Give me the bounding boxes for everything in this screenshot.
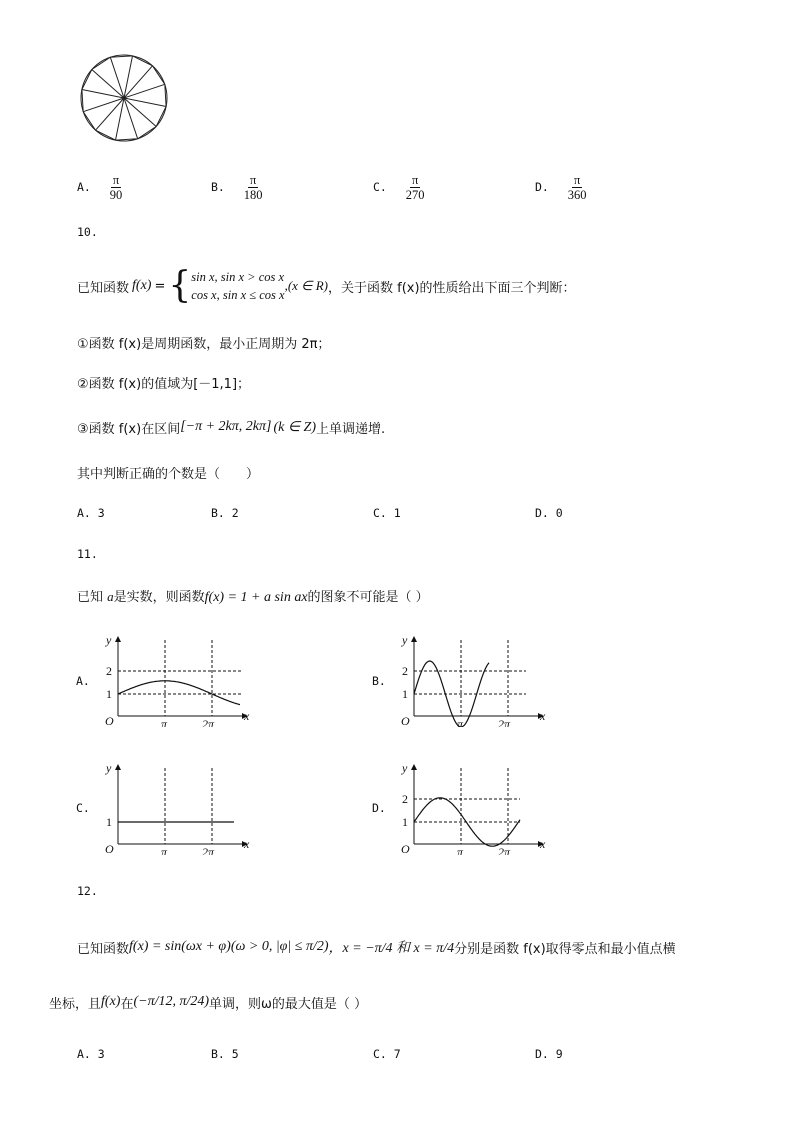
q11-stem-mid: 是实数，则函数 <box>113 590 205 605</box>
radius-line <box>124 56 133 98</box>
q10-domain: ,(x ∈ R) <box>284 278 329 293</box>
q12-line1-formula: f(x) = sin(ωx + φ) <box>129 939 231 954</box>
y-label: y <box>402 761 408 775</box>
origin-label: O <box>401 842 410 855</box>
radius-line <box>116 98 125 140</box>
q12-option-d[interactable]: D. 9 <box>535 1047 563 1061</box>
q11-graph-a[interactable] <box>100 632 250 727</box>
q10-number: 10. <box>77 225 98 239</box>
q10-judge3-interval: [−π + 2kπ, 2kπ] <box>180 419 272 434</box>
two-pi-tick-label: 2π <box>498 845 511 855</box>
two-pi-tick-label: 2π <box>202 845 215 855</box>
x-label: x <box>244 709 250 723</box>
q10-eq: = <box>154 278 166 294</box>
circle-sector-figure <box>78 52 170 144</box>
origin-label: O <box>105 714 114 727</box>
q11-graph-d[interactable] <box>396 760 546 855</box>
q11-graph-c[interactable] <box>100 760 250 855</box>
q12-line2-interval: (−π/12, π/24) <box>133 994 210 1009</box>
q12-line1 <box>77 927 676 967</box>
q10-stem: 已知函数 f(x) = { sin x, sin x > cos x cos x, sin x ≤ cos x ,(x ∈ R) ，关于函数 f(x)的性质给出下面三个判断： <box>77 265 576 306</box>
q10-case2: cos x, sin x ≤ cos x <box>191 288 285 302</box>
y-label: y <box>106 761 112 775</box>
q10-judge3-prefix: ③函数 f(x)在区间 <box>77 421 181 437</box>
q10-option-c[interactable]: C. 1 <box>373 506 401 520</box>
one-tick-label: 1 <box>402 815 408 829</box>
q12-line1-mid: ，x = −π/4 和 x = π/4 <box>328 941 455 956</box>
one-tick-label: 1 <box>106 687 112 701</box>
origin-label: O <box>401 714 410 727</box>
q9-option-c[interactable]: C. $\frac{\pi}{270}$ <box>373 173 425 202</box>
q11-a: a <box>107 589 114 604</box>
pi-tick-label: π <box>161 717 168 727</box>
q11-label-b[interactable]: B. <box>372 674 386 688</box>
q12-option-a[interactable]: A. 3 <box>77 1047 105 1061</box>
q10-judge3-suffix: 上单调递增. <box>316 421 386 437</box>
q10-option-b[interactable]: B. 2 <box>211 506 239 520</box>
y-axis-arrow <box>115 636 121 642</box>
q12-line1-cond: (ω > 0, |φ| ≤ π/2) <box>230 939 329 954</box>
q10-stem-prefix: 已知函数 <box>77 280 130 296</box>
q9-option-a[interactable]: A. $\frac{\pi}{90}$ <box>77 173 123 202</box>
pi-tick-label: π <box>161 845 168 855</box>
one-tick-label: 1 <box>106 815 112 829</box>
y-label: y <box>402 633 408 647</box>
q11-formula: f(x) = 1 + a sin ax <box>204 590 308 605</box>
q12-line2 <box>49 984 367 1020</box>
q12-line1-prefix: 已知函数 <box>77 941 130 957</box>
q10-judge3-cond: (k ∈ Z) <box>273 419 316 435</box>
q9-option-d[interactable]: D. $\frac{\pi}{360}$ <box>535 173 587 202</box>
q11-stem-prefix: 已知 <box>77 590 108 605</box>
two-tick-label: 2 <box>402 664 408 678</box>
q11-number: 11. <box>77 547 98 561</box>
q10-fx: f(x) <box>132 278 152 293</box>
y-axis-arrow <box>115 764 121 770</box>
x-label: x <box>540 837 546 851</box>
q10-judge1: ①函数 f(x)是周期函数，最小正周期为 2π； <box>77 337 331 352</box>
x-label: x <box>540 709 546 723</box>
q11-stem-suffix: 的图象不可能是（ ） <box>307 590 429 605</box>
q11-label-a[interactable]: A. <box>76 674 90 688</box>
q10-stem-suffix: ，关于函数 f(x)的性质给出下面三个判断： <box>328 280 576 296</box>
two-pi-tick-label: 2π <box>498 717 511 727</box>
origin-label: O <box>105 842 114 855</box>
q10-case1: sin x, sin x > cos x <box>191 270 285 284</box>
y-axis-arrow <box>411 764 417 770</box>
q11-stem <box>77 586 429 606</box>
q11-label-c[interactable]: C. <box>76 801 90 815</box>
two-tick-label: 2 <box>402 792 408 806</box>
q12-line2-suffix: 单调，则ω的最大值是（ ） <box>209 996 368 1012</box>
x-label: x <box>244 837 250 851</box>
pi-tick-label: π <box>457 717 464 727</box>
q12-option-b[interactable]: B. 5 <box>211 1047 239 1061</box>
q12-line2-fx: f(x) <box>101 994 121 1009</box>
radius-line <box>124 98 166 107</box>
q10-option-a[interactable]: A. 3 <box>77 506 105 520</box>
q11-label-d[interactable]: D. <box>372 801 386 815</box>
one-tick-label: 1 <box>402 687 408 701</box>
two-pi-tick-label: 2π <box>202 717 215 727</box>
q10-judge2: ②函数 f(x)的值域为[－1,1]； <box>77 377 251 392</box>
y-axis-arrow <box>411 636 417 642</box>
pi-tick-label: π <box>457 845 464 855</box>
two-tick-label: 2 <box>106 664 112 678</box>
q11-graph-b[interactable] <box>396 632 546 727</box>
y-label: y <box>106 633 112 647</box>
radius-line <box>82 90 124 99</box>
q10-judge3 <box>77 414 385 440</box>
q12-line2-in: 在 <box>120 996 134 1012</box>
function-curve <box>118 681 240 705</box>
q9-option-b[interactable]: B. $\frac{\pi}{180}$ <box>211 173 263 202</box>
q10-question: 其中判断正确的个数是（ ） <box>77 467 260 482</box>
q10-option-d[interactable]: D. 0 <box>535 506 563 520</box>
q12-line1-suffix: 分别是函数 f(x)取得零点和最小值点横 <box>454 941 676 957</box>
q12-option-c[interactable]: C. 7 <box>373 1047 401 1061</box>
q12-line2-prefix: 坐标，且 <box>49 996 102 1012</box>
q12-number: 12. <box>77 884 98 898</box>
